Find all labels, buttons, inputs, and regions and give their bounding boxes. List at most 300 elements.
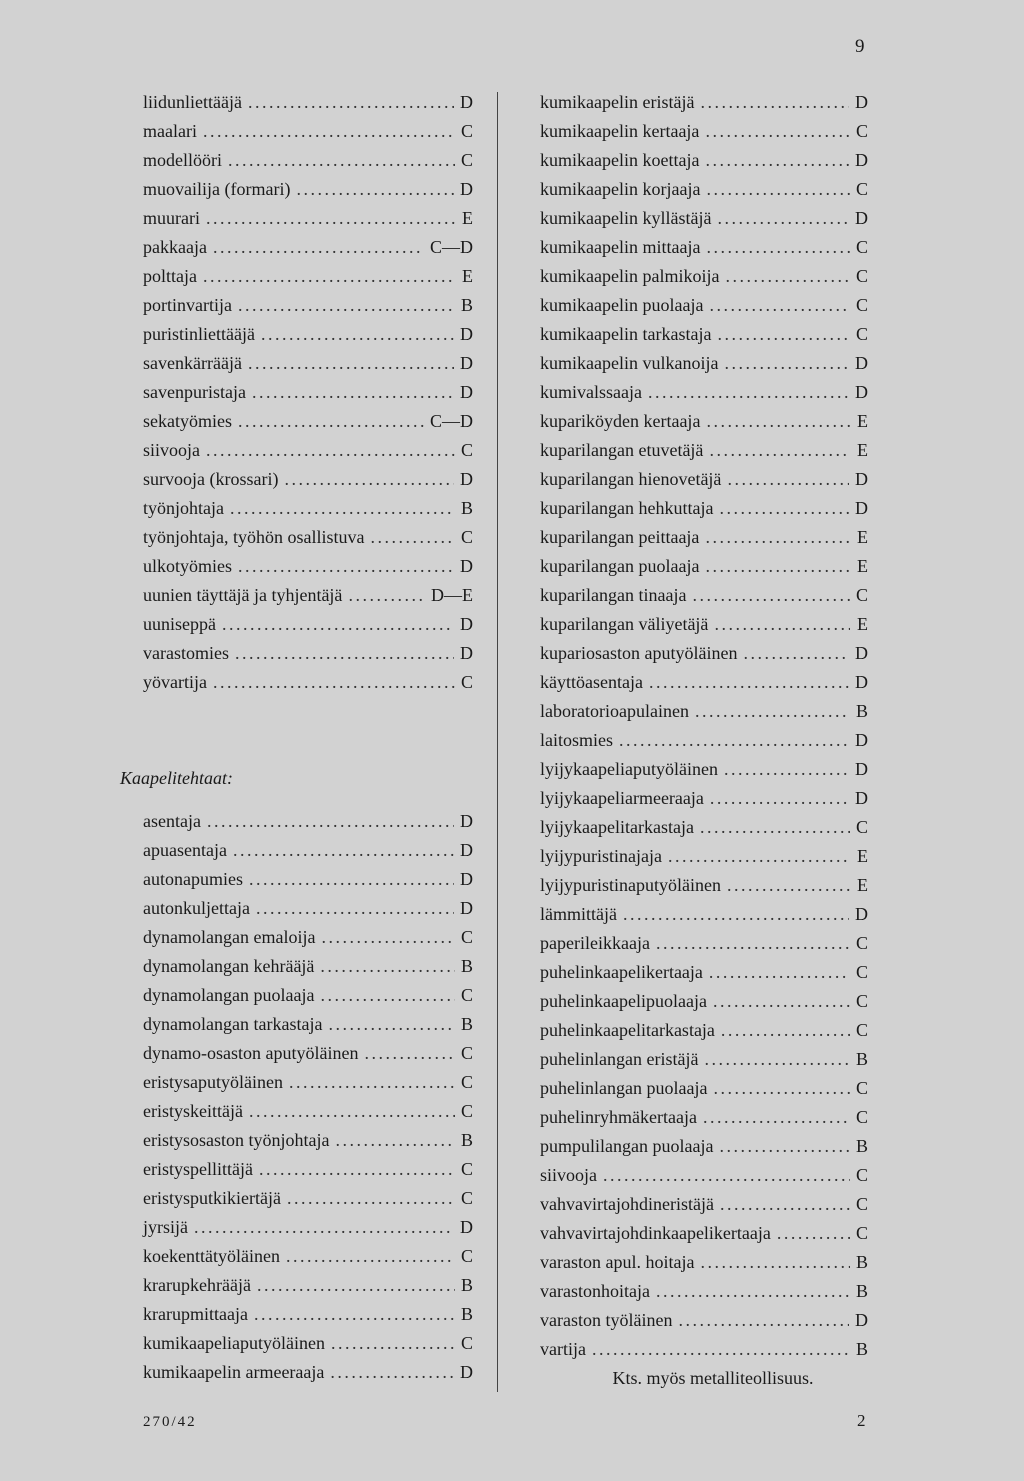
dot-leader (207, 807, 454, 836)
occupation-name: siivooja (143, 440, 200, 460)
dot-leader (203, 117, 455, 146)
pay-grade: C (460, 985, 473, 1005)
list-item (143, 610, 473, 639)
list-item (540, 871, 868, 900)
occupation-name: kumikaapelin armeeraaja (143, 1362, 325, 1382)
pay-grade: E (857, 411, 868, 431)
list-item (143, 88, 473, 117)
pay-grade: D—E (431, 585, 473, 605)
occupation-name: puhelinryhmäkertaaja (540, 1107, 697, 1127)
dot-leader (364, 1039, 455, 1068)
dot-leader (213, 233, 424, 262)
pay-grade: C (855, 1194, 868, 1214)
pay-grade: D (855, 353, 868, 373)
list-item (143, 923, 473, 952)
list-item (143, 1358, 473, 1387)
list-item (540, 378, 868, 407)
pay-grade: D (460, 179, 473, 199)
occupation-name: pumpulilangan puolaaja (540, 1136, 714, 1156)
pay-grade: C (855, 179, 868, 199)
dot-leader (248, 349, 454, 378)
occupation-name: kumikaapelin koettaja (540, 150, 700, 170)
dot-leader (717, 320, 850, 349)
dot-leader (719, 494, 849, 523)
occupation-name: lyijykaapeliarmeeraaja (540, 788, 704, 808)
list-item (540, 494, 868, 523)
pay-grade: C (460, 672, 473, 692)
pay-grade: C (855, 991, 868, 1011)
list-item (540, 813, 868, 842)
list-item (143, 465, 473, 494)
occupation-name: autonkuljettaja (143, 898, 250, 918)
list-item (143, 349, 473, 378)
pay-grade: D (855, 904, 868, 924)
list-item (143, 436, 473, 465)
pay-grade: E (462, 208, 473, 228)
list-item (540, 1248, 868, 1277)
pay-grade: C (460, 150, 473, 170)
occupation-name: kumikaapelin eristäjä (540, 92, 695, 112)
dot-leader (717, 204, 849, 233)
dot-leader (261, 320, 454, 349)
dot-leader (668, 842, 850, 871)
list-item (143, 639, 473, 668)
pay-grade: B (460, 1304, 473, 1324)
list-item (540, 1306, 868, 1335)
dot-leader (257, 1271, 455, 1300)
occupation-name: yövartija (143, 672, 207, 692)
occupation-name: paperileikkaaja (540, 933, 650, 953)
dot-leader (678, 1306, 849, 1335)
list-item (143, 204, 473, 233)
dot-leader (700, 813, 850, 842)
dot-leader (713, 1074, 850, 1103)
dot-leader (249, 865, 454, 894)
dot-leader (203, 262, 455, 291)
occupation-name: savenpuristaja (143, 382, 246, 402)
occupation-name: kumikaapelin mittaaja (540, 237, 701, 257)
list-item (143, 378, 473, 407)
pay-grade: D (855, 498, 868, 518)
occupation-name: lyijykaapeliaputyöläinen (540, 759, 718, 779)
pay-grade: D (460, 614, 473, 634)
occupation-name: kumikaapelin korjaaja (540, 179, 701, 199)
list-item (540, 697, 868, 726)
dot-leader (713, 987, 850, 1016)
occupation-name: kumikaapelin vulkanoija (540, 353, 719, 373)
list-item (540, 842, 868, 871)
dot-leader (233, 836, 454, 865)
pay-grade: D (460, 1217, 473, 1237)
list-item (540, 581, 868, 610)
list-item (540, 349, 868, 378)
pay-grade: D (460, 643, 473, 663)
occupation-name: uunien täyttäjä ja tyhjentäjä (143, 585, 343, 605)
pay-grade: D (460, 92, 473, 112)
dot-leader (331, 1329, 455, 1358)
occupation-name: eristysaputyöläinen (143, 1072, 283, 1092)
pay-grade: C (460, 1246, 473, 1266)
list-item (540, 1277, 868, 1306)
pay-grade: C (460, 1188, 473, 1208)
list-item (540, 291, 868, 320)
pay-grade: C (460, 1333, 473, 1353)
dot-leader (724, 755, 849, 784)
list-item (540, 1132, 868, 1161)
pay-grade: D (855, 643, 868, 663)
dot-leader (206, 204, 455, 233)
dot-leader (703, 1103, 850, 1132)
footer-right: 2 (857, 1411, 866, 1430)
list-item (540, 465, 868, 494)
dot-leader (709, 958, 850, 987)
dot-leader (623, 900, 849, 929)
list-item (540, 668, 868, 697)
list-item (540, 958, 868, 987)
column-divider (497, 92, 498, 1392)
pay-grade: D (460, 382, 473, 402)
dot-leader (238, 407, 424, 436)
occupation-name: kuparilangan hehkuttaja (540, 498, 714, 518)
pay-grade: B (460, 1014, 473, 1034)
occupation-name: survooja (krossari) (143, 469, 279, 489)
list-item (540, 320, 868, 349)
occupation-name: asentaja (143, 811, 201, 831)
occupation-name: autonapumies (143, 869, 243, 889)
pay-grade: B (855, 1136, 868, 1156)
dot-leader (709, 436, 850, 465)
occupation-name: portinvartija (143, 295, 232, 315)
dot-leader (743, 639, 849, 668)
list-item (143, 291, 473, 320)
occupation-name: eristyspellittäjä (143, 1159, 253, 1179)
list-item (143, 836, 473, 865)
pay-grade: E (857, 614, 868, 634)
pay-grade: C (460, 1043, 473, 1063)
list-item (540, 146, 868, 175)
pay-grade: C (460, 1159, 473, 1179)
pay-grade: B (460, 498, 473, 518)
dot-leader (238, 552, 454, 581)
pay-grade: D (460, 469, 473, 489)
dot-leader (248, 88, 454, 117)
occupation-name: kumikaapelin tarkastaja (540, 324, 712, 344)
occupation-name: kuparilangan peittaaja (540, 527, 700, 547)
occupation-name: kumivalssaaja (540, 382, 642, 402)
occupation-name: kumikaapeliaputyöläinen (143, 1333, 325, 1353)
occupation-name: ulkotyömies (143, 556, 232, 576)
occupation-name: kuparilangan etuvetäjä (540, 440, 704, 460)
dot-leader (706, 407, 850, 436)
pay-grade: B (855, 701, 868, 721)
pay-grade: E (857, 556, 868, 576)
occupation-name: työnjohtaja, työhön osallistuva (143, 527, 365, 547)
dot-leader (648, 378, 849, 407)
pay-grade: C (855, 1223, 868, 1243)
list-item (143, 1184, 473, 1213)
pay-grade: B (855, 1281, 868, 1301)
list-item (143, 1068, 473, 1097)
left-column-list (143, 88, 473, 697)
dot-leader (721, 1016, 850, 1045)
dot-leader (704, 1045, 850, 1074)
dot-leader (727, 871, 850, 900)
occupation-name: apuasentaja (143, 840, 227, 860)
occupation-name: kuparilangan puolaaja (540, 556, 700, 576)
occupation-name: dynamo-osaston aputyöläinen (143, 1043, 359, 1063)
list-item (540, 1335, 868, 1364)
occupation-name: käyttöasentaja (540, 672, 643, 692)
occupation-name: muurari (143, 208, 200, 228)
list-item (540, 784, 868, 813)
occupation-name: puhelinkaapelitarkastaja (540, 1020, 715, 1040)
pay-grade: E (857, 846, 868, 866)
occupation-name: muovailija (formari) (143, 179, 291, 199)
dot-leader (705, 117, 850, 146)
occupation-name: dynamolangan kehrääjä (143, 956, 315, 976)
list-item (540, 88, 868, 117)
pay-grade: C—D (429, 237, 473, 257)
dot-leader (714, 610, 850, 639)
occupation-name: kuparilangan hienovetäjä (540, 469, 722, 489)
pay-grade: B (460, 295, 473, 315)
pay-grade: C (855, 585, 868, 605)
pay-grade: B (855, 1049, 868, 1069)
pay-grade: B (855, 1252, 868, 1272)
list-item (540, 1016, 868, 1045)
list-item (143, 175, 473, 204)
list-item (540, 929, 868, 958)
dot-leader (656, 929, 850, 958)
dot-leader (330, 1358, 454, 1387)
list-item (143, 146, 473, 175)
occupation-name: kuparilangan väliyetäjä (540, 614, 709, 634)
pay-grade: C (460, 527, 473, 547)
occupation-name: krarupmittaaja (143, 1304, 248, 1324)
occupation-name: liidunliettääjä (143, 92, 242, 112)
occupation-name: kumikaapelin puolaaja (540, 295, 704, 315)
list-item (143, 552, 473, 581)
pay-grade: D (855, 208, 868, 228)
dot-leader (256, 894, 454, 923)
list-item (143, 1097, 473, 1126)
pay-grade: D (855, 759, 868, 779)
dot-leader (252, 378, 454, 407)
pay-grade: B (460, 956, 473, 976)
right-column-list (540, 88, 868, 1393)
occupation-name: puhelinkaapelikertaaja (540, 962, 703, 982)
dot-leader (709, 291, 850, 320)
dot-leader (705, 523, 850, 552)
list-item (540, 1161, 868, 1190)
occupation-name: pakkaaja (143, 237, 207, 257)
dot-leader (206, 436, 455, 465)
page-number: 9 (855, 36, 865, 57)
dot-leader (603, 1161, 850, 1190)
pay-grade: C (855, 266, 868, 286)
occupation-name: varaston työläinen (540, 1310, 673, 1330)
pay-grade: C—D (429, 411, 473, 431)
list-item (143, 668, 473, 697)
pay-grade: C (855, 933, 868, 953)
pay-grade: E (857, 440, 868, 460)
list-item (540, 1074, 868, 1103)
dot-leader (348, 581, 425, 610)
occupation-name: puhelinkaapelipuolaaja (540, 991, 707, 1011)
pay-grade: D (460, 353, 473, 373)
list-item (143, 952, 473, 981)
occupation-name: puhelinlangan puolaaja (540, 1078, 708, 1098)
pay-grade: C (855, 237, 868, 257)
dot-leader (777, 1219, 850, 1248)
list-item (143, 262, 473, 291)
list-item (143, 581, 473, 610)
pay-grade: C (855, 324, 868, 344)
dot-leader (719, 1132, 850, 1161)
pay-grade: D (460, 898, 473, 918)
occupation-name: kumikaapelin kyllästäjä (540, 208, 712, 228)
pay-grade: C (855, 962, 868, 982)
occupation-name: kupariosaston aputyöläinen (540, 643, 738, 663)
occupation-name: dynamolangan tarkastaja (143, 1014, 323, 1034)
dot-leader (720, 1190, 850, 1219)
list-item (540, 436, 868, 465)
occupation-name: modellööri (143, 150, 222, 170)
pay-grade: D (855, 672, 868, 692)
list-item (143, 981, 473, 1010)
pay-grade: B (460, 1130, 473, 1150)
occupation-name: kumikaapelin palmikoija (540, 266, 720, 286)
dot-leader (228, 146, 455, 175)
footer-left: 270/42 (143, 1414, 197, 1430)
list-item (143, 865, 473, 894)
dot-leader (320, 952, 455, 981)
pay-grade: C (855, 1165, 868, 1185)
pay-grade: E (462, 266, 473, 286)
dot-leader (705, 146, 849, 175)
dot-leader (286, 1242, 455, 1271)
left-section-list (143, 807, 473, 1387)
occupation-name: eristyskeittäjä (143, 1101, 243, 1121)
dot-leader (649, 668, 849, 697)
dot-leader (230, 494, 455, 523)
section-heading: Kaapelitehtaat: (120, 768, 233, 788)
list-item (143, 894, 473, 923)
pay-grade: D (855, 150, 868, 170)
dot-leader (695, 697, 850, 726)
pay-grade: C (855, 295, 868, 315)
list-item (143, 233, 473, 262)
dot-leader (235, 639, 454, 668)
list-item (540, 1219, 868, 1248)
pay-grade: C (855, 817, 868, 837)
occupation-name: puhelinlangan eristäjä (540, 1049, 699, 1069)
dot-leader (335, 1126, 455, 1155)
list-item (540, 523, 868, 552)
dot-leader (619, 726, 849, 755)
occupation-name: lyijypuristinajaja (540, 846, 662, 866)
occupation-name: eristysputkikiertäjä (143, 1188, 281, 1208)
dot-leader (328, 1010, 455, 1039)
pay-grade: C (855, 1107, 868, 1127)
pay-grade: D (855, 1310, 868, 1330)
occupation-name: sekatyömies (143, 411, 232, 431)
dot-leader (656, 1277, 850, 1306)
pay-grade: B (460, 1275, 473, 1295)
dot-leader (370, 523, 455, 552)
dot-leader (222, 610, 454, 639)
occupation-name: vahvavirtajohdinkaapelikertaaja (540, 1223, 771, 1243)
dot-leader (320, 981, 455, 1010)
occupation-name: laboratorioapulainen (540, 701, 689, 721)
pay-grade: C (460, 927, 473, 947)
occupation-name: kuparilangan tinaaja (540, 585, 687, 605)
dot-leader (706, 175, 850, 204)
pay-grade: D (855, 92, 868, 112)
list-item (143, 117, 473, 146)
pay-grade: D (460, 324, 473, 344)
occupation-name: polttaja (143, 266, 197, 286)
pay-grade: D (855, 469, 868, 489)
dot-leader (284, 465, 454, 494)
list-item (143, 407, 473, 436)
dot-leader (727, 465, 849, 494)
list-item (540, 726, 868, 755)
list-item (540, 755, 868, 784)
occupation-name: puristinliettääjä (143, 324, 255, 344)
list-item (540, 175, 868, 204)
dot-leader (710, 784, 849, 813)
list-item (540, 117, 868, 146)
dot-leader (213, 668, 455, 697)
dot-leader (194, 1213, 454, 1242)
pay-grade: C (460, 121, 473, 141)
occupation-name: savenkärrääjä (143, 353, 242, 373)
pay-grade: D (855, 382, 868, 402)
list-item (143, 523, 473, 552)
occupation-name: krarupkehrääjä (143, 1275, 251, 1295)
list-item (540, 204, 868, 233)
occupation-name: vahvavirtajohdineristäjä (540, 1194, 714, 1214)
pay-grade: C (855, 1020, 868, 1040)
cross-reference-note: Kts. myös metalliteollisuus. (612, 1368, 814, 1388)
dot-leader (287, 1184, 455, 1213)
list-item (143, 1329, 473, 1358)
pay-grade: D (460, 840, 473, 860)
occupation-name: varaston apul. hoitaja (540, 1252, 695, 1272)
list-item (540, 900, 868, 929)
pay-grade: E (857, 875, 868, 895)
occupation-name: laitosmies (540, 730, 613, 750)
dot-leader (700, 88, 849, 117)
occupation-name: kumikaapelin kertaaja (540, 121, 700, 141)
list-item (540, 987, 868, 1016)
pay-grade: B (855, 1339, 868, 1359)
occupation-name: lyijykaapelitarkastaja (540, 817, 694, 837)
list-item (540, 233, 868, 262)
pay-grade: D (460, 556, 473, 576)
pay-grade: D (855, 730, 868, 750)
pay-grade: C (855, 1078, 868, 1098)
pay-grade: D (460, 811, 473, 831)
dot-leader (289, 1068, 455, 1097)
list-item (540, 1103, 868, 1132)
dot-leader (321, 923, 455, 952)
pay-grade: C (460, 440, 473, 460)
pay-grade: C (855, 121, 868, 141)
list-item (143, 1242, 473, 1271)
list-item (540, 639, 868, 668)
